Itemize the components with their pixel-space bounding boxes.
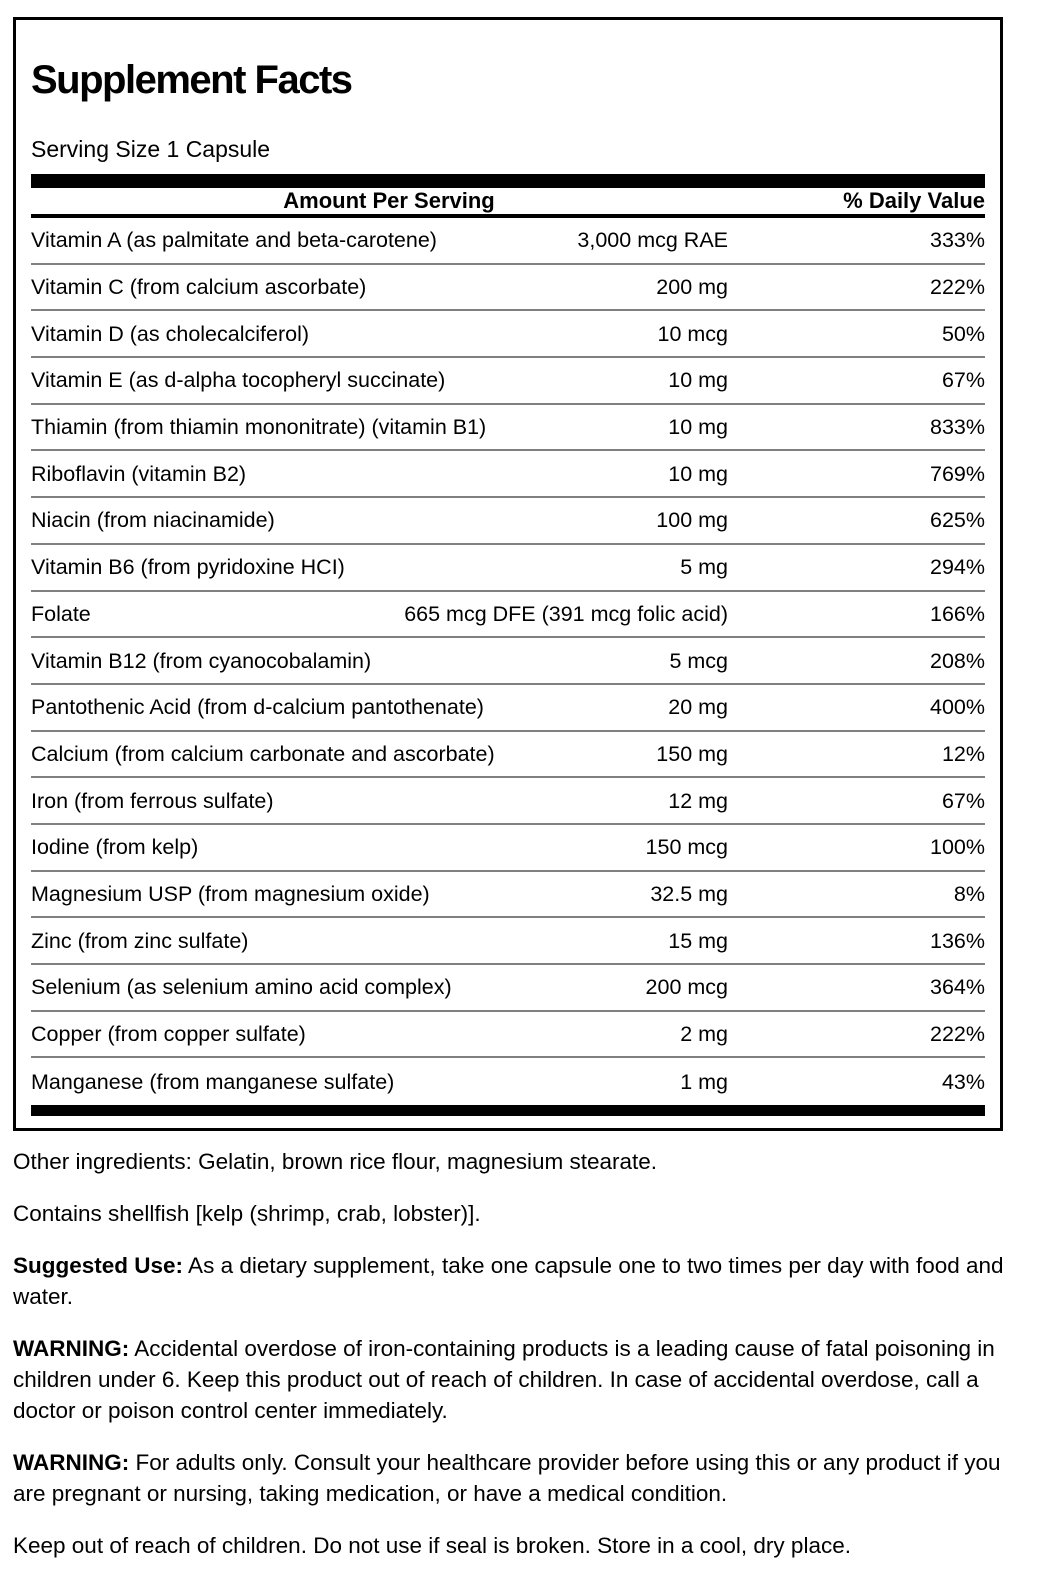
nutrient-name: Iodine (from kelp) [31,835,199,860]
table-row [31,498,985,545]
footnote-paragraph [13,1333,1033,1426]
nutrient-daily-value: 222% [930,1022,985,1047]
nutrient-amount: 100 mg [656,508,728,533]
nutrient-daily-value: 625% [930,508,985,533]
table-row [31,965,985,1012]
table-row [31,451,985,498]
table-row [31,918,985,965]
nutrient-name: Copper (from copper sulfate) [31,1022,306,1047]
nutrient-amount: 10 mg [668,461,728,486]
thick-divider-bottom [31,1105,985,1116]
nutrient-amount: 200 mg [656,275,728,300]
footnote-lead-in: WARNING: [13,1450,130,1475]
nutrient-name: Zinc (from zinc sulfate) [31,928,249,953]
table-row [31,265,985,312]
nutrient-amount: 10 mcg [657,321,728,346]
nutrient-daily-value: 50% [941,321,985,346]
nutrient-daily-value: 136% [930,928,985,953]
nutrient-daily-value: 100% [930,835,985,860]
footnote-paragraph [13,1447,1033,1509]
table-row [31,358,985,405]
nutrient-name: Riboflavin (vitamin B2) [31,461,247,486]
footnote-text: For adults only. Consult your healthcare provider before using this or any product if you are pregnant or nursing, taking medication, or have a medical condition. [13,1450,1001,1506]
nutrient-name: Vitamin C (from calcium ascorbate) [31,275,367,300]
nutrient-name: Vitamin A (as palmitate and beta-carotene) [31,228,437,253]
nutrient-name: Vitamin D (as cholecalciferol) [31,321,310,346]
nutrient-name: Manganese (from manganese sulfate) [31,1069,395,1094]
nutrient-amount: 10 mg [668,368,728,393]
table-row [31,872,985,919]
nutrient-name: Iron (from ferrous sulfate) [31,788,274,813]
footnote-paragraph [13,1198,1033,1229]
nutrient-amount: 12 mg [668,788,728,813]
nutrient-daily-value: 222% [930,275,985,300]
thick-divider-top [31,174,985,188]
nutrient-amount: 200 mcg [645,975,728,1000]
nutrient-amount: 20 mg [668,695,728,720]
nutrient-name: Folate [31,601,91,626]
footnote-paragraph [13,1250,1033,1312]
footnote-text: Accidental overdose of iron-containing products is a leading cause of fatal poisoning in children under 6. Keep this product out of reach of children. In case of accidental overdose, call a doctor or poison control center immediately. [13,1336,995,1423]
nutrient-daily-value: 400% [930,695,985,720]
table-row [31,311,985,358]
table-row [31,405,985,452]
table-header-row [31,188,985,214]
nutrient-daily-value: 67% [941,788,985,813]
nutrient-daily-value: 8% [953,881,985,906]
nutrient-amount: 665 mcg DFE (391 mcg folic acid) [404,601,728,626]
table-row [31,732,985,779]
nutrient-name: Selenium (as selenium amino acid complex) [31,975,452,1000]
table-row [31,638,985,685]
nutrient-amount: 15 mg [668,928,728,953]
nutrient-daily-value: 208% [930,648,985,673]
nutrient-name: Vitamin B12 (from cyanocobalamin) [31,648,372,673]
nutrient-amount: 1 mg [680,1069,728,1094]
nutrient-daily-value: 333% [930,228,985,253]
table-row [31,1012,985,1059]
nutrient-name: Vitamin B6 (from pyridoxine HCI) [31,555,345,580]
nutrient-amount: 5 mg [680,555,728,580]
daily-value-header: % Daily Value [843,188,985,213]
footnote-lead-in: Suggested Use: [13,1253,184,1278]
nutrient-amount: 2 mg [680,1022,728,1047]
nutrient-name: Magnesium USP (from magnesium oxide) [31,881,430,906]
footnote-paragraph [13,1146,1033,1177]
serving-size: Serving Size 1 Capsule [31,136,271,162]
footnotes-section [13,1146,1033,1582]
footnote-text: Contains shellfish [kelp (shrimp, crab, lobster)]. [13,1201,481,1226]
table-row [31,218,985,265]
table-row [31,685,985,732]
nutrient-amount: 150 mg [656,741,728,766]
nutrient-daily-value: 833% [930,415,985,440]
nutrient-name: Pantothenic Acid (from d-calcium pantothenate) [31,695,484,720]
nutrient-daily-value: 364% [930,975,985,1000]
table-row [31,1058,985,1105]
table-row [31,825,985,872]
nutrient-table [31,218,985,1105]
nutrient-name: Niacin (from niacinamide) [31,508,275,533]
nutrient-daily-value: 769% [930,461,985,486]
nutrient-amount: 3,000 mcg RAE [577,228,728,253]
table-row [31,545,985,592]
footnote-lead-in: WARNING: [13,1336,130,1361]
footnote-text: As a dietary supplement, take one capsule one to two times per day with food and water. [13,1253,1004,1309]
nutrient-name: Vitamin E (as d-alpha tocopheryl succinate) [31,368,446,393]
nutrient-amount: 32.5 mg [650,881,728,906]
nutrient-daily-value: 67% [941,368,985,393]
table-row [31,778,985,825]
nutrient-amount: 10 mg [668,415,728,440]
nutrient-daily-value: 12% [941,741,985,766]
nutrient-daily-value: 166% [930,601,985,626]
footnote-paragraph [13,1530,1033,1561]
footnote-text: Keep out of reach of children. Do not use if seal is broken. Store in a cool, dry place. [13,1533,851,1558]
nutrient-amount: 5 mcg [669,648,728,673]
panel-title: Supplement Facts [31,58,352,102]
nutrient-daily-value: 294% [930,555,985,580]
nutrient-name: Thiamin (from thiamin mononitrate) (vitamin B1) [31,415,487,440]
nutrient-amount: 150 mcg [645,835,728,860]
table-row [31,592,985,639]
nutrient-name: Calcium (from calcium carbonate and ascorbate) [31,741,495,766]
amount-per-serving-header: Amount Per Serving [283,188,495,213]
supplement-facts-panel [13,17,1003,1131]
footnote-text: Other ingredients: Gelatin, brown rice flour, magnesium stearate. [13,1149,658,1174]
nutrient-daily-value: 43% [941,1069,985,1094]
